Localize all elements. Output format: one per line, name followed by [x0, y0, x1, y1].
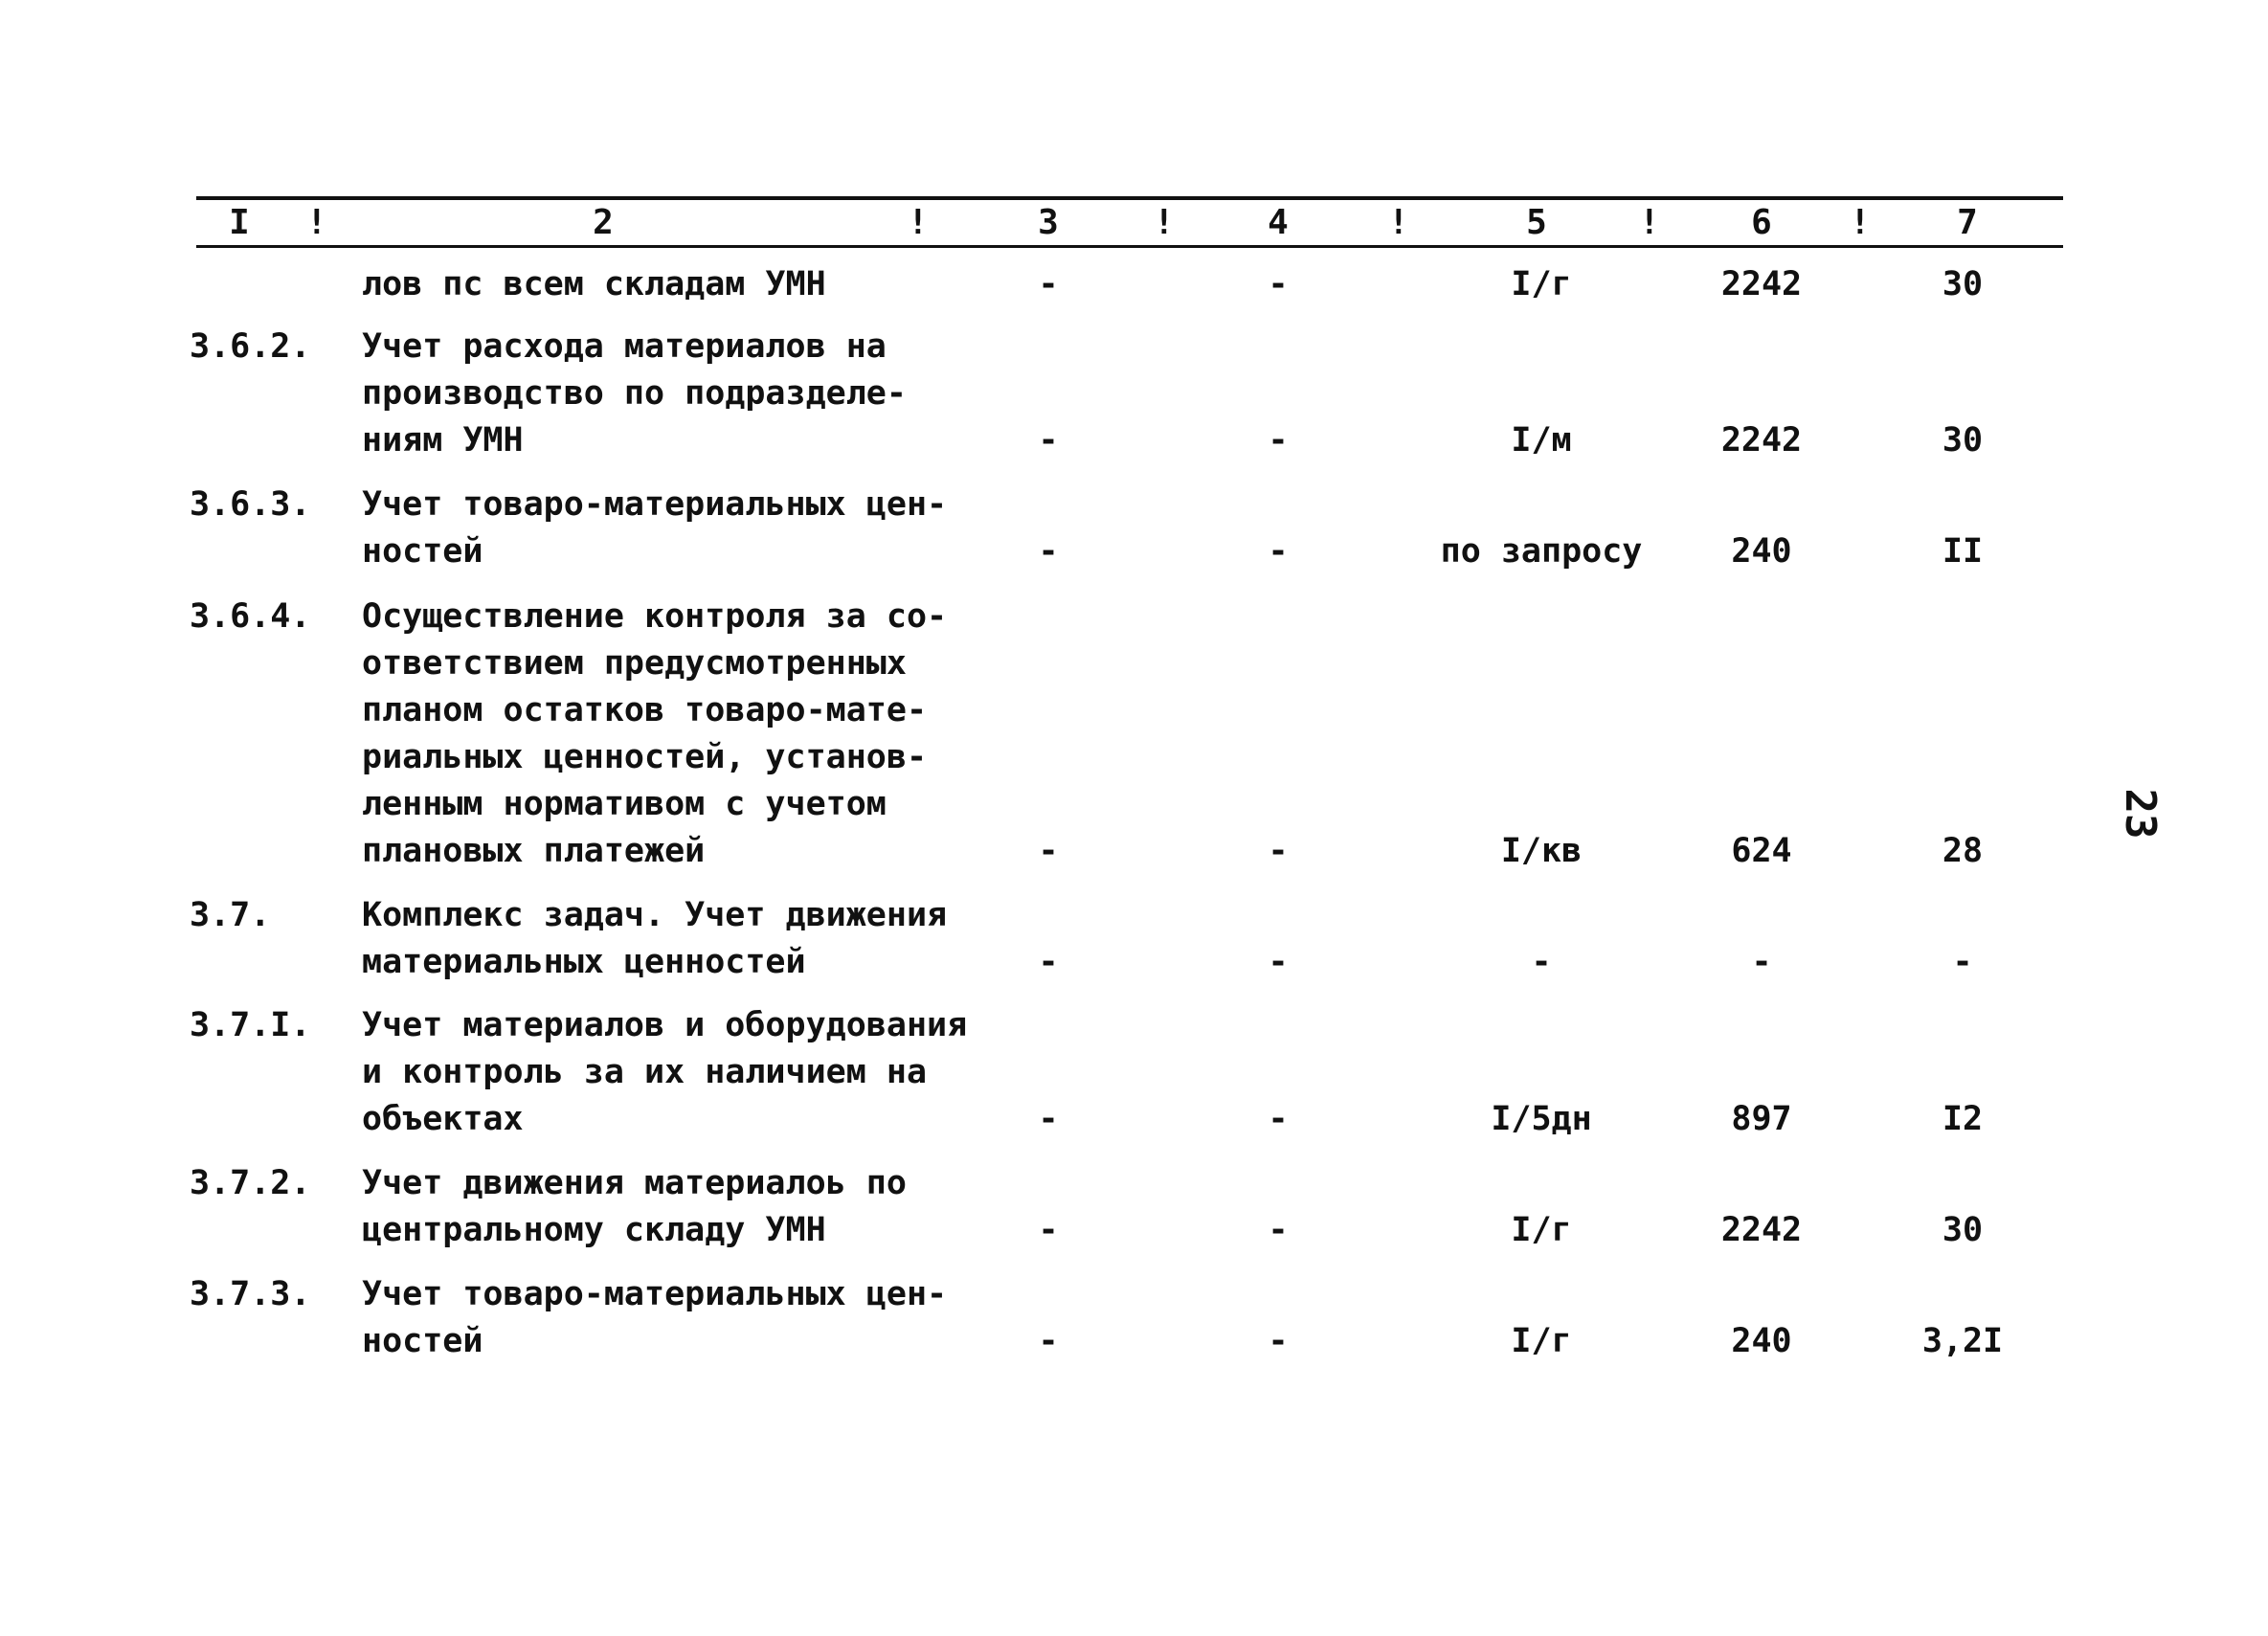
row-col-6: 2242	[1720, 1211, 1803, 1249]
row-col-3: -	[1038, 1100, 1059, 1138]
row-code: 3.7.2.	[190, 1164, 311, 1202]
row-code: 3.7.	[190, 896, 271, 934]
row-description-line: и контроль за их наличием на	[362, 1053, 928, 1091]
row-description-line: Комплекс задач. Учет движения	[362, 896, 948, 934]
row-code: 3.6.4.	[190, 597, 311, 636]
row-col-7: 28	[1942, 832, 1984, 870]
row-code: 3.7.I.	[190, 1006, 311, 1044]
row-col-4: -	[1268, 1211, 1289, 1249]
header-separator: !	[1388, 203, 1409, 242]
row-description-line: Учет товаро-материальных цен-	[362, 1275, 948, 1313]
table-header-row	[0, 203, 2268, 243]
table-top-rule	[196, 196, 2063, 200]
row-col-6: 240	[1731, 1322, 1792, 1360]
row-description-line: ностей	[362, 1322, 483, 1360]
row-description-line: планом остатков товаро-мате-	[362, 691, 928, 729]
row-col-4: -	[1268, 1100, 1289, 1138]
row-col-7: II	[1942, 532, 1984, 571]
header-separator: !	[1639, 203, 1660, 242]
row-col-5: I/м	[1511, 421, 1572, 459]
row-description-line: Осуществление контроля за со-	[362, 597, 948, 636]
header-col-2: 2	[593, 203, 614, 242]
row-col-7: I2	[1942, 1100, 1984, 1138]
row-description-line: объектах	[362, 1100, 524, 1138]
header-separator: !	[908, 203, 929, 242]
header-col-6: 6	[1751, 203, 1772, 242]
header-separator: !	[1850, 203, 1871, 242]
row-description-line: риальных ценностей, установ-	[362, 738, 928, 776]
row-description-line: ответствием предусмотренных	[362, 644, 907, 683]
row-col-5: I/кв	[1500, 832, 1583, 870]
row-col-3: -	[1038, 832, 1059, 870]
row-code: 3.6.2.	[190, 327, 311, 366]
header-separator: !	[1154, 203, 1175, 242]
header-col-7: 7	[1957, 203, 1978, 242]
row-description-line: ностей	[362, 532, 483, 571]
row-col-5: по запросу	[1440, 532, 1643, 571]
row-description-line: Учет расхода материалов на	[362, 327, 887, 366]
header-col-5: 5	[1526, 203, 1547, 242]
row-description-line: Учет материалов и оборудования	[362, 1006, 968, 1044]
row-col-4: -	[1268, 832, 1289, 870]
header-separator: !	[306, 203, 327, 242]
header-col-1: I	[229, 203, 250, 242]
row-col-4: -	[1268, 421, 1289, 459]
row-description-line: производство по подразделе-	[362, 374, 907, 413]
row-col-5: I/г	[1511, 1211, 1572, 1249]
row-col-4: -	[1268, 532, 1289, 571]
table-header-rule	[196, 245, 2063, 248]
row-col-6: 624	[1731, 832, 1792, 870]
row-col-5: I/5дн	[1491, 1100, 1592, 1138]
row-col-3: -	[1038, 421, 1059, 459]
row-col-3: -	[1038, 943, 1059, 981]
row-col-6: 240	[1731, 532, 1792, 571]
row-description-line: ленным нормативом с учетом	[362, 785, 887, 823]
header-col-3: 3	[1038, 203, 1059, 242]
row-col-4: -	[1268, 943, 1289, 981]
row-description-line: материальных ценностей	[362, 943, 806, 981]
row-description-line: центральному складу УМН	[362, 1211, 826, 1249]
row-col-6: 897	[1731, 1100, 1792, 1138]
row-col-7: 30	[1942, 421, 1984, 459]
row-code: 3.6.3.	[190, 485, 311, 524]
row-col-3: -	[1038, 532, 1059, 571]
row-col-5: I/г	[1511, 265, 1572, 303]
row-code: 3.7.3.	[190, 1275, 311, 1313]
row-col-6: -	[1751, 943, 1772, 981]
row-col-7: 30	[1942, 1211, 1984, 1249]
row-description-line: Учет движения материалоь по	[362, 1164, 907, 1202]
row-col-7: 30	[1942, 265, 1984, 303]
row-description-line: Учет товаро-материальных цен-	[362, 485, 948, 524]
row-col-5: I/г	[1511, 1322, 1572, 1360]
row-col-3: -	[1038, 1322, 1059, 1360]
row-col-6: 2242	[1720, 421, 1803, 459]
row-col-3: -	[1038, 1211, 1059, 1249]
row-col-5: -	[1531, 943, 1552, 981]
row-description-line: плановых платежей	[362, 832, 706, 870]
row-description-line: ниям УМН	[362, 421, 524, 459]
row-col-6: 2242	[1720, 265, 1803, 303]
row-col-4: -	[1268, 1322, 1289, 1360]
row-col-4: -	[1268, 265, 1289, 303]
page-number: 23	[2116, 788, 2165, 840]
row-description-line: лов пс всем складам УМН	[362, 265, 826, 303]
row-col-3: -	[1038, 265, 1059, 303]
row-col-7: -	[1952, 943, 1973, 981]
header-col-4: 4	[1268, 203, 1289, 242]
row-col-7: 3,2I	[1921, 1322, 2004, 1360]
